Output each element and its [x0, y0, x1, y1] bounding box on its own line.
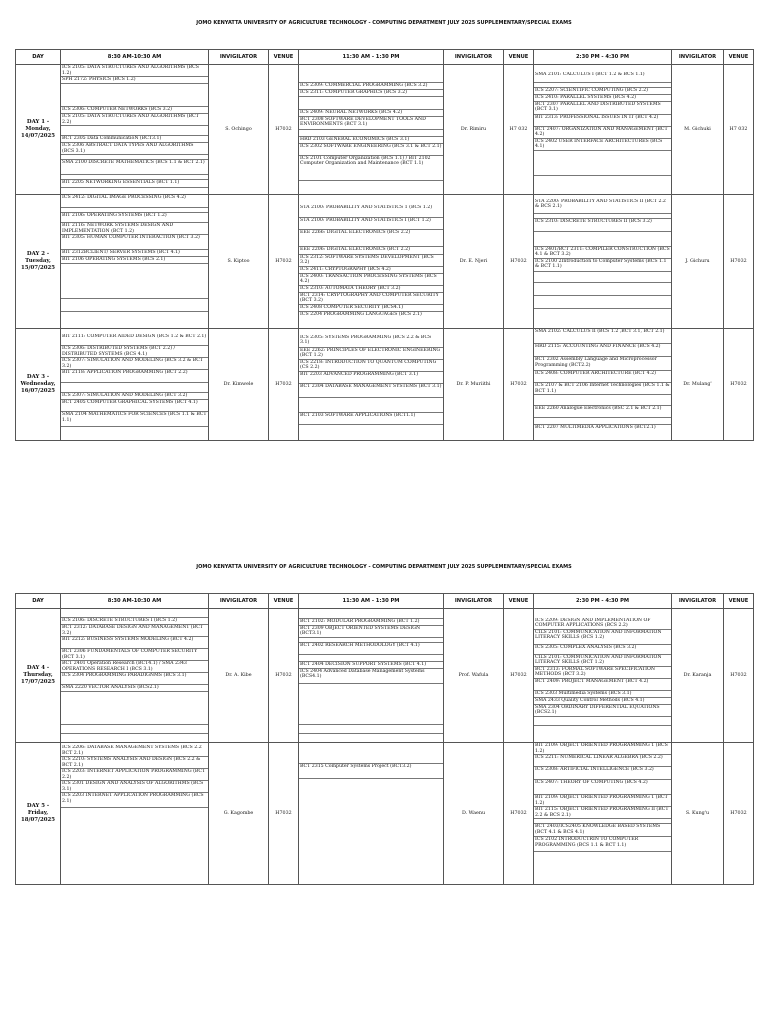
empty-course-row: [61, 126, 208, 136]
course-entry: ICS 2408 COMPUTER SECURITY (BCS4.1): [299, 305, 443, 312]
course-entry: BIT 2109: OBJECT ORIENTED PROGRAMMING 1 (BCT 1.2): [534, 795, 671, 807]
empty-course-row: [61, 725, 208, 734]
empty-course-row: [61, 312, 208, 328]
course-entry: BCT 2207 MULTIMEDIA APPLICATIONS (BCT2.1): [535, 425, 656, 430]
course-entry: ICS 2402 USER INTERFACE ARCHITECTURES (BCS 4.1): [534, 139, 671, 151]
empty-course-row: [534, 395, 671, 406]
empty-course-row: [61, 383, 208, 393]
day-row: [16, 195, 754, 329]
empty-course-row: [61, 84, 208, 107]
course-entry: ICS 2304 PROGRAMMING PARADIGNMS (BCS 3.1): [61, 673, 208, 685]
course-entry: SMA 2100 DISCRETE MATHEMATICS (BCS 1.1 & BCT 2.1): [61, 160, 208, 175]
course-entry: ICS 2404 Advanced Database Management Systems (BCS4.1): [299, 669, 443, 684]
empty-course-row: [534, 717, 671, 726]
course-entry: BCT 2305 Data CommunicatioN (BCT3.1): [61, 136, 208, 143]
venue-code: H7032: [269, 329, 299, 441]
column-header-ven1: VENUE: [269, 594, 299, 609]
course-entry: BIT 2115: OBJECT ORIENTED PROGRAMMING II (BCT 2.2 & BCS 2.1): [534, 807, 671, 819]
header-row: [16, 594, 754, 609]
empty-course-row: [299, 130, 443, 137]
empty-course-row: [534, 272, 671, 283]
course-entry: ICS 2311: COMPUTER GRAPHICS (BCS 3.2): [299, 90, 443, 97]
column-header-inv3: INVIGILATOR: [672, 594, 724, 609]
venue-code: H7032: [724, 609, 754, 743]
course-entry: BCT 2402 RESEARCH METHODOLOGY (BCT 4.1): [299, 643, 443, 655]
venue-code: H7032: [504, 743, 534, 885]
course-entry: BCT 2409: PROJECT MANAGEMENT (BCT 4.2): [534, 679, 671, 691]
course-entry: ICS 2401/BCT 2311: COMPILER CONSTRUCTION (BCS 4.1 & BCT 3.2): [535, 246, 670, 258]
page-title: JOMO KENYATTA UNIVERSITY OF AGRICULTURE TECHNOLOGY - COMPUTING DEPARTMENT JULY 2025 SUPPLEMENTARY/SPECIAL EXAMS: [196, 20, 572, 26]
course-entry: SMA 2102: CALCULUS II (BCS 1.2 ,BCT 3.1, BCT 2.1): [534, 329, 671, 344]
empty-course-row: [61, 427, 208, 435]
empty-course-row: [534, 283, 671, 296]
course-entry: ICS 2407: THEORY OF COMPUTING (BCS 4.2): [534, 780, 671, 795]
course-entry: ICS 2203: INTERNET APPLICATION PROGRAMMING (BCT 2.2): [61, 769, 208, 781]
invigilator-name: Dr. Rimiru: [444, 65, 504, 195]
course-entry: ICS 2211: NUMERICAL LINEAR ALGEBRA (BCS 2.2): [534, 755, 671, 767]
invigilator-name: S. Kung'u: [672, 743, 724, 885]
course-entry: ICS 2206: DATABASE MANAGEMENT SYSTEMS (BCS 2.2 BCT 2.1): [61, 745, 208, 757]
course-entry: STA 2100: PROBABILITY AND STATISTICS 1 (BCS 1.2): [299, 205, 443, 218]
course-entry: ICS 2411: CRYPTOGRAPHY (BCS 4.2): [299, 267, 443, 274]
column-header-inv2: INVIGILATOR: [444, 50, 504, 65]
column-header-ven3: VENUE: [724, 594, 754, 609]
venue-code: H7032: [269, 65, 299, 195]
slot-2-courses: [299, 65, 444, 195]
page-title: JOMO KENYATTA UNIVERSITY OF AGRICULTURE TECHNOLOGY - COMPUTING DEPARTMENT JULY 2025 SUPPLEMENTARY/SPECIAL EXAMS: [196, 564, 572, 570]
course-entry: STA 2100: PROBABILITY AND STATISTICS I (BCT 1.2): [299, 218, 443, 230]
day-label-line: 15/07/2025: [21, 265, 55, 271]
column-header-slot3: 2:30 PM - 4:30 PM: [534, 50, 672, 65]
slot-3-courses: [534, 65, 672, 195]
slot-3-courses: [534, 743, 672, 885]
invigilator-name: Dr. Karanja: [672, 609, 724, 743]
course-entry: BCT 2314: CRYPTOGRAPHY AND COMPUTER SECURITY (BCT 3.2): [299, 293, 443, 305]
slot-1-courses: [61, 609, 209, 743]
course-entry: ICS 2203 INTERNET APPLICATION PROGRAMMING (BCS 2.1): [61, 793, 208, 808]
day-label-line: Thursday,: [23, 672, 53, 678]
course-entry: ICS 2101 Computer Organization (BCS 1.1) / BIT 2102 Computer Organization and Maintenance (BCT 1.1): [299, 156, 443, 181]
course-entry: ICS 2312: SOFTWARE SYSTEMS DEVELOPMENT (BCS 3.2): [299, 255, 443, 267]
day-label: [16, 329, 61, 441]
course-entry: ICS 2302 SOFTWARE ENGINEERING (BCS 3.1 & BCT 2.1): [299, 144, 443, 156]
course-entry: ICS 2303 Multimedia Systems (BCS 3.1): [534, 691, 671, 698]
course-entry: ICS 2105: DATA STRUCTURES AND ALGORITHMS (BCT 2.2): [61, 114, 208, 126]
empty-course-row: [299, 610, 443, 619]
day-row: [16, 743, 754, 885]
slot-1-courses: [61, 329, 209, 441]
day-label: [16, 743, 61, 885]
course-entry: SMA 2304 ORDINARY DIFFERENTIAL EQUATIONS (BCS2.1): [534, 705, 671, 717]
course-entry: ICS 2309: COMMERCIAL PROGRAMMING (BCS 3.2): [299, 83, 443, 90]
course-entry: SMA 2101: CALCULUS I (BCT 1.2 & BCS 1.1): [534, 72, 671, 83]
course-entry: HRD 2115: ACCOUNTING AND FINANCE (BCS 4.2): [534, 344, 671, 357]
column-header-inv3: INVIGILATOR: [672, 50, 724, 65]
slot-2-courses: [299, 743, 444, 885]
course-entry: ICS 2400: TRANSACTION PROCESSING SYSTEMS (BCS 4.2): [299, 274, 443, 286]
empty-course-row: [534, 176, 671, 188]
course-entry: BCT 2307 PARALLEL AND DISTRIBUTED SYSTEMS (BCT 3.1): [534, 102, 671, 115]
day-label-line: DAY 1 -: [26, 119, 50, 125]
course-entry: BIT 2118: APPLICATION PROGRAMMING (BCT 2.2): [61, 370, 208, 383]
course-entry: ICS 2105: DATA STRUCTURES AND ALGORITHMS (BCS 1.2): [61, 65, 208, 77]
column-header-day: DAY: [16, 594, 61, 609]
course-entry: ICS 2218: INTRODUCTION TO QUANTUM COMPUTING (CS 2.2): [299, 360, 443, 372]
venue-code: H7032: [269, 609, 299, 743]
column-header-slot2: 11:30 AM - 1:30 PM: [299, 594, 444, 609]
course-entry: ICS 2107 & BCT 2106 Internet Technologies (BCS 1.1 & BCT 1.1): [535, 383, 670, 394]
column-header-inv2: INVIGILATOR: [444, 594, 504, 609]
invigilator-name: D. Waenu: [444, 743, 504, 885]
course-entry: BCT 2313: FORMAL SOFTWARE SPECIFICATION METHODS (BCT 3.2): [534, 667, 671, 679]
invigilator-name: G. Kagombe: [209, 743, 269, 885]
course-entry: STA 2200: PROBABILITY AND STATISTICS II (BCT 2.2 & BCS 2.1): [534, 199, 671, 214]
course-entry: BIT 2106 OPERATING SYSTEMS (BCS 2.1): [61, 257, 208, 264]
venue-code: H7032: [504, 195, 534, 329]
course-entry: BCT 2403/ICS2405 KNOWLEDGE BASED SYSTEMS (BCT 4.1 & BCS 4.1): [534, 824, 671, 837]
day-label-line: 17/07/2025: [21, 679, 55, 685]
course-entry: ICS 2209: DESIGN AND IMPLEMENTATION OF COMPUTER APPLICATIONS (BCS 2.2): [534, 618, 671, 630]
course-entry: ICS 2307: SIMULATION AND MODELING (BCS 3.2 & BCT 3.2): [61, 358, 208, 370]
empty-course-row: [299, 684, 443, 725]
course-entry: BIT 2205 NETWORKING ESSENTIALS (BCT 1.1): [61, 180, 208, 188]
empty-course-row: [534, 151, 671, 176]
invigilator-name: M. Gichuki: [672, 65, 724, 195]
empty-course-row: [299, 73, 443, 83]
course-entry: BIT 2116: NETWORK SYSTEMS DESIGN AND IMPLEMENTATION (BCT 1.2): [61, 223, 208, 235]
column-header-inv1: INVIGILATOR: [209, 594, 269, 609]
venue-code: H7032: [504, 329, 534, 441]
column-header-ven3: VENUE: [724, 50, 754, 65]
course-entry: BCT 2306 FUNDAMENTALS OF COMPUTER SECURITY (BCT 3.1): [61, 649, 208, 661]
venue-code: H7032: [269, 743, 299, 885]
empty-course-row: [534, 852, 671, 884]
empty-course-row: [61, 609, 208, 618]
course-entry: BCT 2309 OBJECT ORIENTED SYSTEMS DESIGN (BCT3.1): [299, 626, 443, 638]
course-entry: ICS 2102 INTRODUCTRIN TO COMPUTER PROGRAMMING (BCS 1.1 & BCT 1.1): [534, 837, 671, 852]
slot-3-courses: [534, 609, 672, 743]
empty-course-row: [61, 734, 208, 742]
course-entry: BCT 2102: MODULAR PROGRAMMING (BCT 1.2): [299, 619, 443, 626]
course-entry: BIT 2111: COMPUTER AIDED DESIGN (BCS 1.2 & BCT 2.1): [61, 334, 208, 346]
course-entry: BCT 2308 SOFTWARE DEVELOPMENT TOOLS AND ENVIRONMENTS (BCT 3.1): [299, 117, 443, 130]
invigilator-name: Dr. Kimwele: [209, 329, 269, 441]
course-entry: ICS 2410: PARALLEL SYSTEMS (BCS 4.2): [534, 95, 671, 102]
empty-course-row: [61, 692, 208, 725]
course-entry: ICS 2305: COMPLEX ANALYSIS (BCS 3.2): [534, 645, 671, 655]
course-entry: EEE 2260 Analogue Electronics (BSC 2.1 & BCT 2.1): [534, 406, 671, 418]
course-entry: ICS 2301 DESIGN AND ANALYSIS OF ALGORITHMS (BCS 3.1): [61, 781, 208, 793]
day-label: [16, 65, 61, 195]
invigilator-name: Dr. A. Kibe: [209, 609, 269, 743]
empty-course-row: [534, 726, 671, 734]
day-label-line: Tuesday,: [25, 258, 51, 264]
day-label-line: DAY 2 -: [26, 251, 50, 257]
invigilator-name: S. Kiptoo: [209, 195, 269, 329]
course-entry: EEE 2206: DIGITAL ELECTRONICS (BCT 2.2): [299, 247, 443, 255]
course-entry: BCT 2401 Operation Research (BCT4.1) / SMA 2343 OPERATIONS RESEARCH I (BCS 3.1): [61, 661, 208, 673]
column-header-slot2: 11:30 AM - 1:30 PM: [299, 50, 444, 65]
invigilator-name: Prof. Wafula: [444, 609, 504, 743]
day-label-line: 16/07/2025: [21, 388, 55, 394]
invigilator-name: S. Ochingo: [209, 65, 269, 195]
course-entry: ICS 2100 2Introduction to Computer Systems (BCS 1.1 & BCT 1.1): [534, 259, 671, 272]
course-entry: BCT 2405 COMPUTER GRAPHICAL SYSTEMS (BCT 4.1): [61, 400, 208, 412]
course-entry: EEE 2266: DIGITAL ELECTRONICS (BCS 2.2): [299, 230, 443, 247]
day-label: [16, 195, 61, 329]
course-entry: ICS 2308: ARTIFICIAL INTELLIGENCE (BCS 3.2): [534, 767, 671, 780]
course-entry: CILS 2101: COMMUNICATION AND INFORMATION LITERACY SKILLS (BCS 1.2): [534, 630, 671, 645]
course-entry: BIT 2203 ADVANCED PROGRAMMING (BCT 3.1): [299, 372, 443, 384]
empty-course-row: [299, 725, 443, 734]
slot-1-courses: [61, 743, 209, 885]
exam-timetable-week-part-2: [15, 593, 754, 885]
course-entry: BCT 2304 DATABASE MANAGEMENT SYSTEMS (BCT 3.1): [299, 384, 443, 398]
course-entry: SMA 2433 Quality Control Methods (BCS 4.1): [534, 698, 671, 705]
course-entry: ICS 2409: NEURAL NETWORKS (BCS 4.2): [299, 110, 443, 117]
course-entry: SMA 2220 VECTOR ANALYSIS (BCS2.1): [61, 685, 208, 692]
exam-timetable-week-part-1: [15, 49, 754, 441]
venue-code: H7032: [724, 743, 754, 885]
course-entry: ICS 2106: DISCRETE STRUCTURES I (BCS 1.2): [61, 618, 208, 625]
course-entry: BIT 2106: OPERATING SYSTEMS (BCT 1.2): [61, 213, 208, 223]
empty-course-row: [534, 296, 671, 309]
empty-course-row: [299, 97, 443, 110]
day-label: [16, 609, 61, 743]
invigilator-name: Dr. Mulang': [672, 329, 724, 441]
column-header-inv1: INVIGILATOR: [209, 50, 269, 65]
course-entry: ICS 2306: COMPUTER NETWORKS (BCS 3.2): [61, 107, 208, 114]
slot-1-courses: [61, 65, 209, 195]
course-entry: ICS 2310: DISCRETE STRUCTURES II (BCS 3.2): [534, 219, 671, 232]
venue-code: H7 032: [504, 65, 534, 195]
course-entry: BIT 2313: PROFESSIONAL ISSUES IN IT (BCT 4.2): [534, 115, 671, 127]
day-label-line: DAY 5 - Friday,: [26, 803, 50, 816]
column-header-slot1: 8:30 AM-10:30 AM: [61, 50, 209, 65]
day-label-line: DAY 3 -: [26, 374, 50, 380]
course-entry: BCT 2302 Assembly Language and Microprocessor Programming (BCT2.2): [534, 357, 671, 371]
course-entry: BIT 2109: OBJECT ORIENTED PROGRAMMING 1 (BCS 1.2): [534, 743, 671, 755]
venue-code: H7032: [724, 329, 754, 441]
venue-code: H7032: [269, 195, 299, 329]
venue-code: H7032: [724, 195, 754, 329]
empty-course-row: [299, 734, 443, 742]
empty-course-row: [534, 418, 671, 425]
course-entry: ICS 2204 PROGRAMMING LANGUAGES (BCS 2.1): [300, 311, 422, 317]
invigilator-name: Dr. P. Muriithi: [444, 329, 504, 441]
course-entry: EEE 2262: PRINCIPLES OF ELECTRONIC ENGINEERING (BCT 1.2): [299, 348, 443, 360]
empty-course-row: [61, 264, 208, 299]
day-row: [16, 329, 754, 441]
course-entry: ICS 2207: SCIENTIFIC COMPUTING (BCS 2.2): [534, 88, 671, 95]
column-header-ven1: VENUE: [269, 50, 299, 65]
column-header-slot3: 2:30 PM - 4:30 PM: [534, 594, 672, 609]
course-entry: BIT 2305: HUMAN COMPUTER INTERACTION (BCT 3.2): [61, 235, 208, 250]
course-entry: ICS 2307: SIMULATION AND MODELING (BCT 3.2): [61, 393, 208, 400]
slot-2-courses: [299, 195, 444, 329]
course-entry: BCT 2103 SOFTWARE APPLICATIONS (BCT1.1): [299, 413, 443, 425]
day-label-line: 14/07/2025: [21, 133, 55, 139]
course-entry: BCT 2315 Computer Systems Project (BCT3.2): [299, 764, 443, 779]
day-label-line: Monday,: [25, 126, 51, 132]
invigilator-name: J. Gichuru: [672, 195, 724, 329]
empty-course-row: [534, 232, 671, 247]
day-label-line: DAY 4 -: [26, 665, 50, 671]
empty-course-row: [299, 398, 443, 413]
course-entry: BCT 2404 DECISION SUPPORT SYSTEMS (BCT 4.1): [299, 662, 443, 669]
slot-2-courses: [299, 609, 444, 743]
course-entry: SMA 2104 MATHEMATICS FOR SCIENCES (BCS 1.1 & BCT 1.1): [61, 412, 208, 427]
course-entry: ICS 2210: SYSTEMS ANALYSIS AND DESIGN (BCS 2.2 & BCT 2.1): [61, 757, 208, 769]
empty-course-row: [61, 188, 208, 194]
slot-2-courses: [299, 329, 444, 441]
empty-course-row: [299, 655, 443, 662]
day-row: [16, 609, 754, 743]
venue-code: H7032: [504, 609, 534, 743]
day-row: [16, 65, 754, 195]
invigilator-name: Dr. E. Njeri: [444, 195, 504, 329]
course-entry: ICS 2310: AUTOMATA THEORY (BCT 3.2): [299, 286, 443, 293]
slot-1-courses: [61, 195, 209, 329]
empty-course-row: [299, 747, 443, 764]
course-entry: CILS 2101: COMMUNICATION AND INFORMATION LITERACY SKILLS (BCT 1.2): [534, 655, 671, 667]
course-entry: SPH 2172: PHYSICS (BCS 1.2): [61, 77, 208, 84]
column-header-ven2: VENUE: [504, 594, 534, 609]
course-entry: ICS 2305: SYSTEMS PROGRAMMING (BCS 2.2 & BCS 3.1): [299, 335, 443, 348]
day-label-line: Wednesday,: [20, 381, 56, 387]
course-entry: ICS 2412: DIGITAL IMAGE PROCESSING (BCS 4.2): [61, 195, 208, 208]
empty-course-row: [299, 425, 443, 435]
course-entry: ICS 2306: DISTRIBUTED SYSTEMS (BCT 2.2) / DISTRIBUTED SYSTEMS (BCS 4.1): [61, 346, 208, 358]
empty-course-row: [534, 309, 671, 325]
column-header-ven2: VENUE: [504, 50, 534, 65]
course-entry: ICS 2306 ABSTRACT DATA TYPES AND ALGORITHMS (BCS 3.1): [61, 143, 208, 155]
course-entry: BCT 2312: DATABASE DESIGN AND MANAGEMENT (BCT 3.2): [61, 625, 208, 637]
day-label-line: 18/07/2025: [21, 817, 55, 823]
venue-code: H7 032: [724, 65, 754, 195]
column-header-slot1: 8:30 AM-10:30 AM: [61, 594, 209, 609]
course-entry: HRD 2103 GENERAL ECONOMICS (BCS 3.1): [299, 137, 443, 144]
empty-course-row: [299, 181, 443, 187]
column-header-day: DAY: [16, 50, 61, 65]
course-entry: ICS 2408: COMPUTER ARCHITECTURE (BCT 4.2): [534, 371, 671, 383]
empty-course-row: [299, 779, 443, 881]
slot-3-courses: [534, 329, 672, 441]
empty-course-row: [61, 299, 208, 312]
header-row: [16, 50, 754, 65]
slot-3-courses: [534, 195, 672, 329]
course-entry: BIT 2312BCLIENT/ SERVER SYSTEMS (BCT 4.1): [61, 250, 208, 257]
empty-course-row: [61, 808, 208, 882]
course-entry: BIT 2212: BUSINESS SYSTEMS MODELING (BCT 4.2): [61, 637, 208, 649]
course-entry: BCT 2407: ORGANIZATION AND MANAGEMENT (BCT 4.2): [534, 127, 671, 139]
